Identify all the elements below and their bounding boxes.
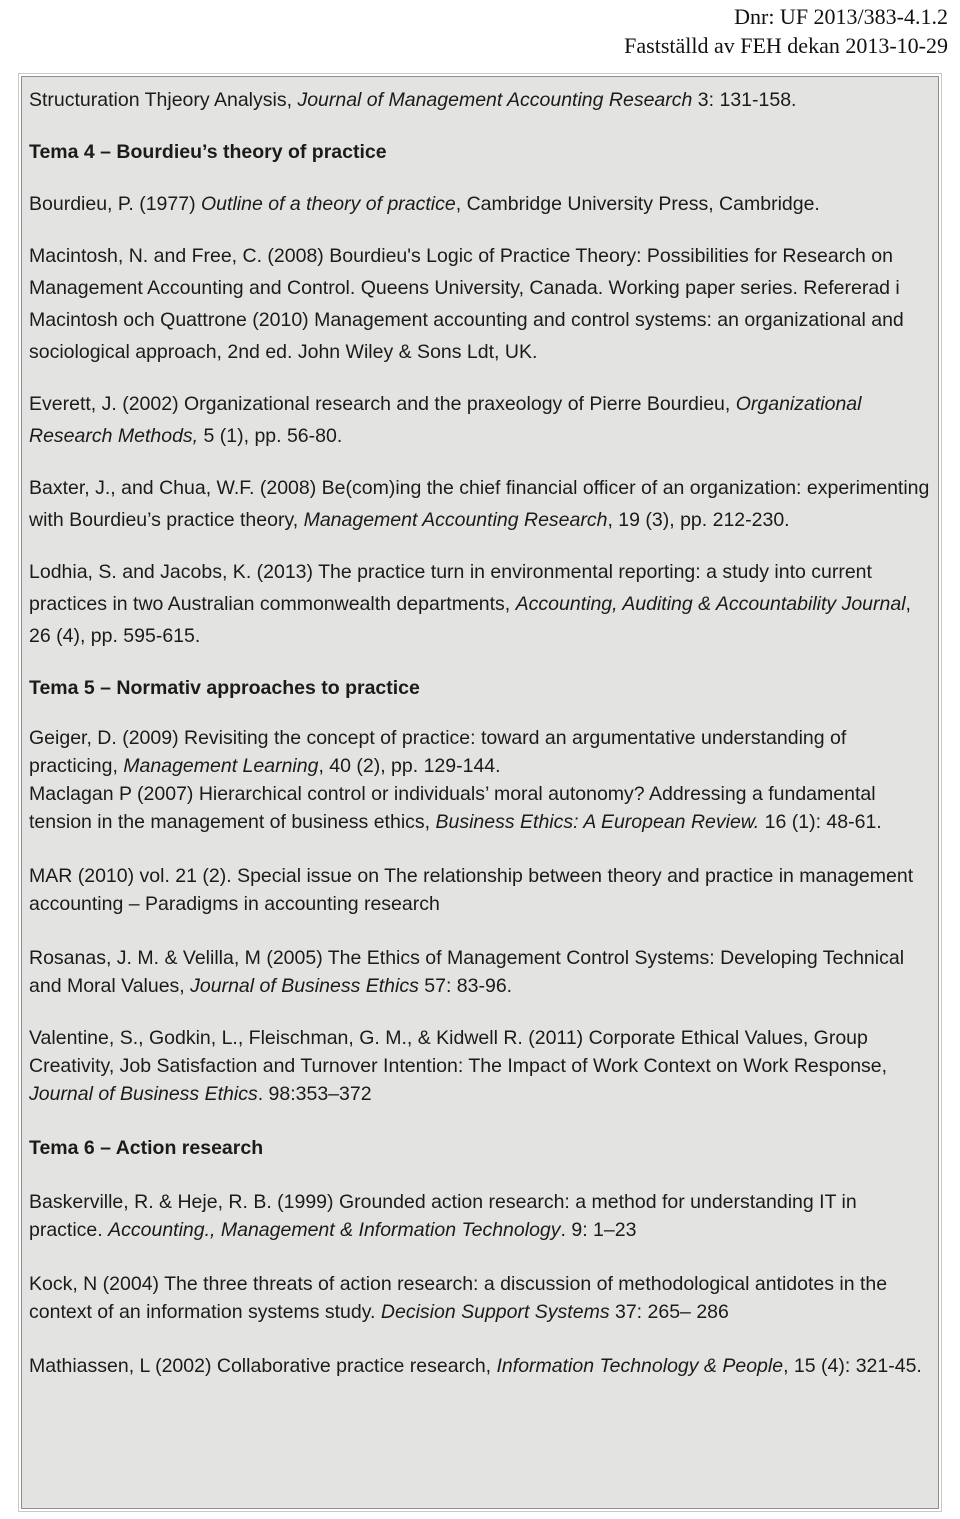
registration-number: Dnr: UF 2013/383-4.1.2 (734, 4, 948, 29)
approval-line: Fastställd av FEH dekan 2013-10-29 (624, 33, 948, 58)
reference-baxter: Baxter, J., and Chua, W.F. (2008) Be(com)ing the chief financial officer of an organization: experimenting with Bourdieu’s practice theory, Management Accounting Research, 19 (3), pp. 212-230. (29, 477, 930, 531)
reference-bourdieu: Bourdieu, P. (1977) Outline of a theory of practice, Cambridge University Press, Cambridge. (29, 193, 820, 215)
reference-rosanas: Rosanas, J. M. & Velilla, M (2005) The Ethics of Management Control Systems: Developing Technical and Moral Values, Journal of Business Ethics 57: 83-96. (29, 947, 905, 997)
section-heading-tema-4: Tema 4 – Bourdieu’s theory of practice (29, 141, 387, 163)
reference-geiger: Geiger, D. (2009) Revisiting the concept of practice: toward an argumentative understanding of practicing, Management Learning, 40 (2), pp. 129-144. (29, 727, 847, 777)
section-heading-tema-5: Tema 5 – Normativ approaches to practice (29, 677, 420, 699)
reference-structuration: Structuration Thjeory Analysis, Journal of Management Accounting Research 3: 131-158. (29, 89, 797, 111)
reference-everett: Everett, J. (2002) Organizational research and the praxeology of Pierre Bourdieu, Organizational Research Methods, 5 (1), pp. 56-80. (29, 393, 862, 447)
reference-macintosh: Macintosh, N. and Free, C. (2008) Bourdieu's Logic of Practice Theory: Possibilities for Research on Management Accounting and Control. Queens University, Canada. Working paper series. Refererad i Macintosh och Quattrone (2010) Management accounting and control systems: an organizational and sociological approach, 2nd ed. John Wiley & Sons Ldt, UK. (29, 245, 904, 363)
document-header (624, 0, 948, 60)
reference-mar: MAR (2010) vol. 21 (2). Special issue on The relationship between theory and practice in management accounting – Paradigms in accounting research (29, 865, 914, 915)
reference-maclagan: Maclagan P (2007) Hierarchical control or individuals’ moral autonomy? Addressing a fundamental tension in the management of business ethics, Business Ethics: A European Review. 16 (1): 48-61. (29, 783, 882, 833)
reference-mathiassen: Mathiassen, L (2002) Collaborative practice research, Information Technology & People, 15 (4): 321-45. (29, 1355, 922, 1377)
reference-kock: Kock, N (2004) The three threats of action research: a discussion of methodological antidotes in the context of an information systems study. Decision Support Systems 37: 265– 286 (29, 1273, 888, 1323)
reference-baskerville: Baskerville, R. & Heje, R. B. (1999) Grounded action research: a method for understanding IT in practice. Accounting., Management & Information Technology. 9: 1–23 (29, 1191, 857, 1241)
reference-valentine: Valentine, S., Godkin, L., Fleischman, G. M., & Kidwell R. (2011) Corporate Ethical Values, Group Creativity, Job Satisfaction and Turnover Intention: The Impact of Work Context on Work Response, Journal of Business Ethics. 98:353–372 (29, 1027, 888, 1105)
reference-list (29, 80, 934, 1382)
reference-lodhia: Lodhia, S. and Jacobs, K. (2013) The practice turn in environmental reporting: a study into current practices in two Australian commonwealth departments, Accounting, Auditing & Accountability Journal, 26 (4), pp. 595-615. (29, 561, 911, 647)
section-heading-tema-6: Tema 6 – Action research (29, 1137, 264, 1159)
